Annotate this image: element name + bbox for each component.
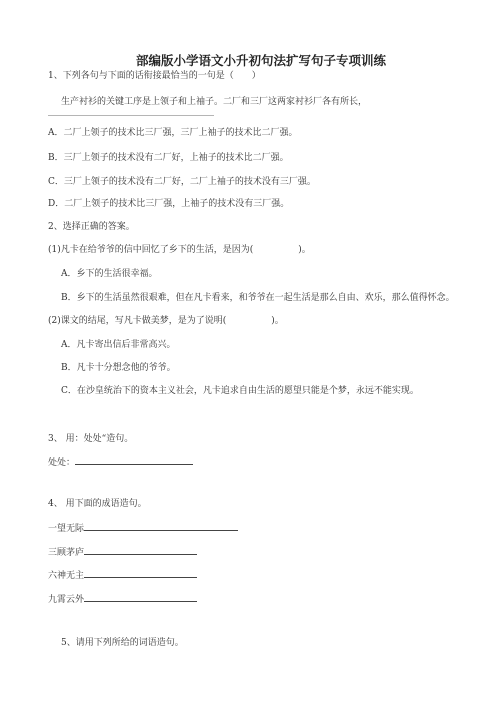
question-5-prompt: 5、请用下列所给的词语造句。 [61, 638, 184, 648]
question-1-option-a: A．二厂上领子的技术比三厂强，三厂上袖子的技术比二厂强。 [48, 128, 298, 138]
idiom-answer-blank[interactable] [84, 568, 197, 578]
idiom-label: 三顾茅庐 [48, 548, 85, 558]
question-2-sub2-option-c: C．在沙皇统治下的资本主义社会，凡卡追求自由生活的愿望只能是个梦，永远不能实现。 [61, 386, 419, 396]
question-2-sub1-option-b: B．乡下的生活虽然很艰难，但在凡卡看来，和爷爷在一起生活是那么自由、欢乐，那么值得怀念。 [61, 293, 455, 303]
question-2-sub1-prompt: (1)凡卡在给爷爷的信中回忆了乡下的生活，是因为( )。 [48, 245, 311, 255]
question-1-option-b: B．三厂上领子的技术没有二厂好，上袖子的技术比二厂强。 [48, 153, 289, 163]
question-1-option-d: D．二厂上领子的技术比三厂强，上袖子的技术没有三厂强。 [48, 199, 290, 209]
idiom-label: 六神无主 [48, 571, 85, 581]
question-1-passage: 生产衬衫的关键工序是上领子和上袖子。二厂和三厂这两家衬衫厂各有所长， [61, 97, 368, 107]
question-2-sub2-prompt: (2)课文的结尾，写凡卡做美梦，是为了说明( )。 [48, 316, 284, 326]
separator-line [48, 115, 214, 116]
idiom-answer-blank[interactable] [84, 592, 197, 602]
question-4-item [48, 568, 197, 582]
question-4-item [48, 545, 197, 559]
question-2-sub1-option-a: A．乡下的生活很幸福。 [61, 269, 158, 279]
idiom-label: 九霄云外 [48, 595, 85, 605]
question-2-sub2-option-a: A．凡卡寄出信后非常高兴。 [61, 340, 176, 350]
question-4-item [48, 592, 197, 606]
question-2-prompt: 2、选择正确的答案。 [48, 222, 135, 232]
question-3-answer-row [48, 455, 193, 469]
idiom-answer-blank[interactable] [84, 521, 238, 531]
question-1-prompt: 1、下列各句与下面的话衔接最恰当的一句是（ ） [48, 71, 261, 81]
page-title: 部编版小学语文小升初句法扩写句子专项训练 [135, 53, 386, 68]
question-1-option-c: C．三厂上领子的技术没有二厂好，二厂上袖子的技术没有三厂强。 [48, 177, 316, 187]
question-2-sub2-option-b: B．凡卡十分想念他的爷爷。 [61, 363, 176, 373]
question-4-item [48, 521, 238, 535]
question-3-answer-blank[interactable] [75, 455, 193, 465]
question-3-prompt: 3、 用：处处“造句。 [48, 434, 134, 444]
idiom-label: 一望无际 [48, 524, 85, 534]
idiom-answer-blank[interactable] [84, 545, 197, 555]
question-4-prompt: 4、 用下面的成语造句。 [48, 499, 147, 509]
question-3-label: 处处： [48, 458, 76, 468]
